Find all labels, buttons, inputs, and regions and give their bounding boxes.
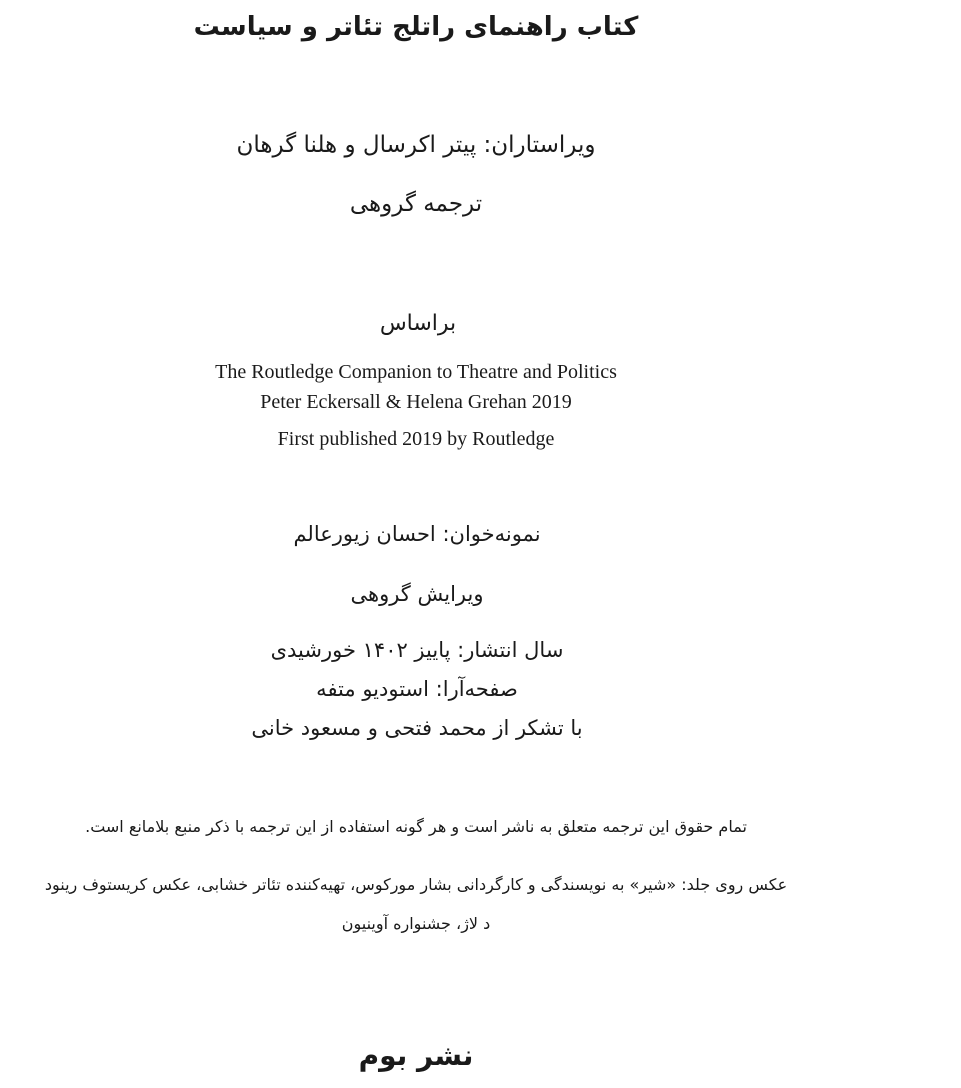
book-title: کتاب راهنمای راتلج تئاتر و سیاست bbox=[193, 12, 639, 42]
based-on-label: براساس bbox=[379, 311, 457, 336]
proofreader-credit: نمونه‌خوان: احسان زیورعالم bbox=[293, 522, 541, 546]
publisher-name: نشر بوم bbox=[358, 1039, 474, 1072]
publication-year: سال انتشار: پاییز ۱۴۰۲ خورشیدی bbox=[270, 638, 564, 662]
original-authors: Peter Eckersall & Helena Grehan 2019 bbox=[260, 391, 572, 413]
acknowledgement: با تشکر از محمد فتحی و مسعود خانی bbox=[251, 716, 583, 740]
cover-photo-credit-line-2: د لاژ، جشنواره آوینیون bbox=[341, 914, 491, 933]
cover-photo-credit-line-1: عکس روی جلد: «شیر» به نویسندگی و کارگردانی بشار مورکوس، تهیه‌کننده تئاتر خشابی، عکس کریستوف رینود bbox=[44, 875, 788, 894]
editing-credit: ویرایش گروهی bbox=[350, 582, 484, 606]
original-publication: First published 2019 by Routledge bbox=[277, 428, 555, 450]
translation-credit: ترجمه گروهی bbox=[349, 191, 483, 217]
original-title: The Routledge Companion to Theatre and Politics bbox=[215, 361, 617, 383]
layout-credit: صفحه‌آرا: استودیو متفه bbox=[316, 677, 518, 701]
editors-credit: ویراستاران: پیتر اکرسال و هلنا گرهان bbox=[236, 132, 596, 158]
copyright-notice: تمام حقوق این ترجمه متعلق به ناشر است و هر گونه استفاده از این ترجمه با ذکر منبع بلامانع است. bbox=[85, 817, 747, 836]
